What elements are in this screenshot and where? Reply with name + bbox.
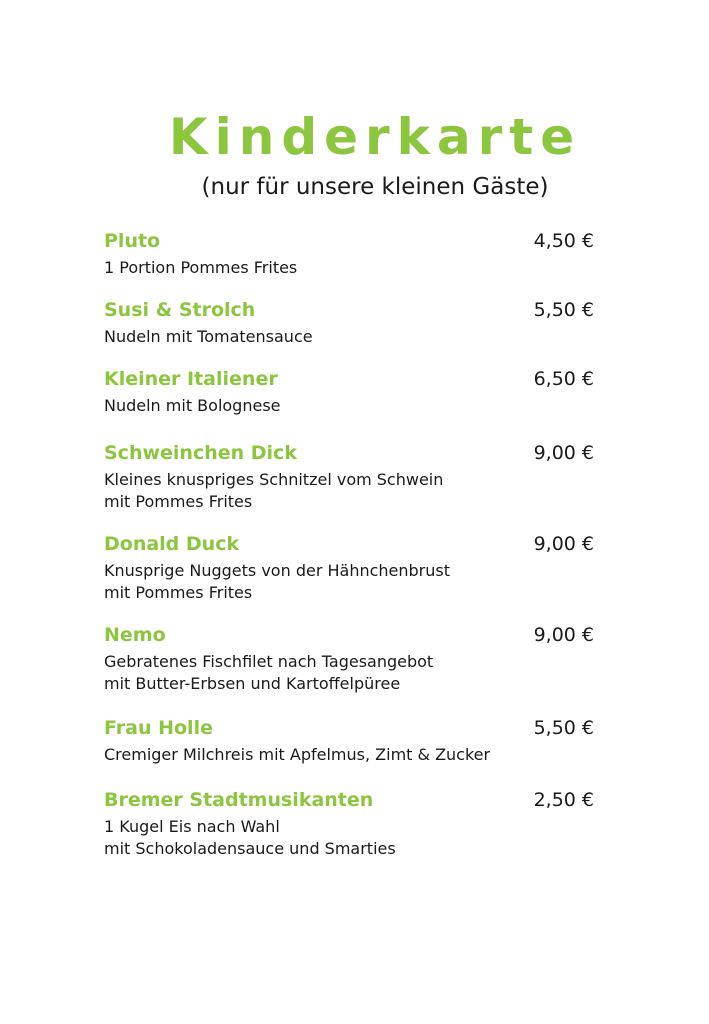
item-price: 2,50 €: [533, 789, 594, 811]
item-name: Frau Holle: [104, 717, 213, 739]
item-name: Bremer Stadtmusikanten: [104, 789, 374, 811]
item-description-line: Knusprige Nuggets von der Hähnchenbrust: [104, 561, 451, 580]
item-description-line: 1 Portion Pommes Frites: [104, 258, 298, 277]
item-description-line: Kleines knuspriges Schnitzel vom Schwein: [104, 470, 444, 489]
item-description-line: Nudeln mit Bolognese: [104, 396, 281, 415]
item-description: [104, 395, 281, 417]
page-subtitle: (nur für unsere kleinen Gäste): [201, 174, 549, 200]
item-description: [104, 257, 297, 279]
item-name: Nemo: [104, 624, 166, 646]
page-title: Kinderkarte: [168, 108, 582, 166]
item-description-line: 1 Kugel Eis nach Wahl: [104, 817, 280, 836]
item-description: [104, 651, 433, 695]
item-price: 5,50 €: [533, 299, 594, 321]
item-name: Donald Duck: [104, 533, 240, 555]
item-name: Kleiner Italiener: [104, 368, 278, 390]
item-price: 9,00 €: [533, 624, 594, 646]
item-price: 6,50 €: [533, 368, 594, 390]
item-name: Susi & Strolch: [104, 299, 256, 321]
item-price: 4,50 €: [533, 230, 594, 252]
item-description-line: Gebratenes Fischfilet nach Tagesangebot: [104, 652, 434, 671]
item-description-line: mit Pommes Frites: [104, 583, 253, 602]
item-description: [104, 326, 313, 348]
item-description: [104, 744, 490, 766]
item-price: 9,00 €: [533, 442, 594, 464]
item-description-line: mit Pommes Frites: [104, 492, 253, 511]
item-description-line: mit Butter-Erbsen und Kartoffelpüree: [104, 674, 401, 693]
item-description: [104, 816, 396, 860]
item-description-line: Cremiger Milchreis mit Apfelmus, Zimt & Zucker: [104, 745, 491, 764]
item-price: 5,50 €: [533, 717, 594, 739]
item-price: 9,00 €: [533, 533, 594, 555]
item-description-line: Nudeln mit Tomatensauce: [104, 327, 313, 346]
item-description: [104, 560, 450, 604]
item-description-line: mit Schokoladensauce und Smarties: [104, 839, 396, 858]
item-name: Schweinchen Dick: [104, 442, 297, 464]
item-name: Pluto: [104, 230, 161, 252]
item-description: [104, 469, 443, 513]
